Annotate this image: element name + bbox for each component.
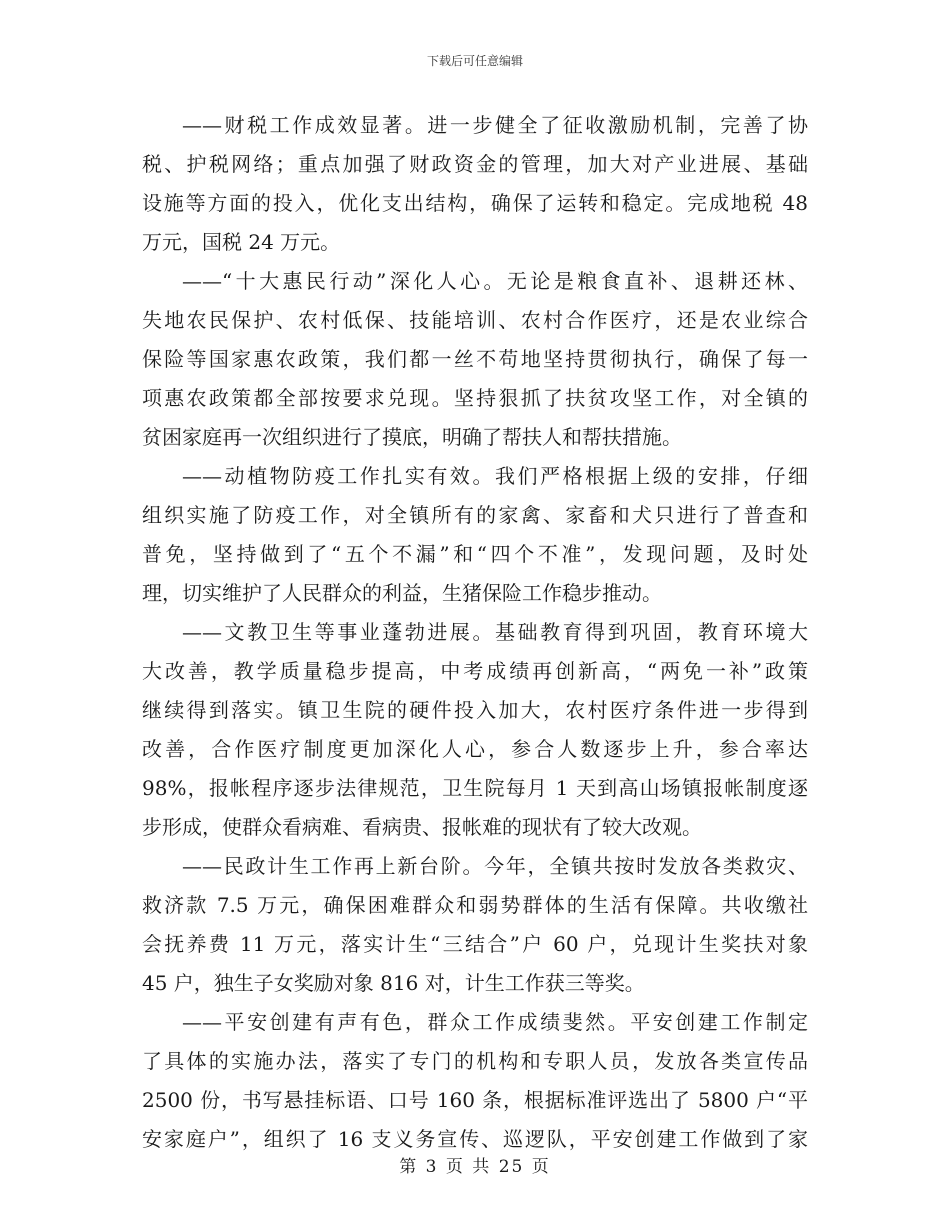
paragraph-line: 大改善，教学质量稳步提高，中考成绩再创新高，“两免一补”政策: [142, 659, 808, 683]
paragraph-education-health: [142, 613, 808, 847]
paragraph-finance-tax: [142, 106, 808, 262]
paragraph-line: ——文教卫生等事业蓬勃进展。基础教育得到巩固，教育环境大: [182, 620, 808, 644]
paragraph-line: 失地农民保护、农村低保、技能培训、农村合作医疗，还是农业综合: [142, 308, 808, 332]
paragraph-line: 98%，报帐程序逐步法律规范，卫生院每月 1 天到高山场镇报帐制度逐: [142, 776, 808, 800]
paragraph-line: 组织实施了防疫工作，对全镇所有的家禽、家畜和犬只进行了普查和: [142, 503, 808, 527]
paragraph-line: 改善，合作医疗制度更加深化人心，参合人数逐步上升，参合率达: [142, 737, 808, 761]
paragraph-line: ——“十大惠民行动”深化人心。无论是粮食直补、退耕还林、: [182, 269, 808, 293]
paragraph-line: 继续得到落实。镇卫生院的硬件投入加大，农村医疗条件进一步得到: [142, 698, 808, 722]
paragraph-line: 万元，国税 24 万元。: [142, 230, 341, 254]
paragraph-line: ——平安创建有声有色，群众工作成绩斐然。平安创建工作制定: [182, 1010, 808, 1034]
page-header-note: 下载后可任意编辑: [426, 54, 523, 68]
paragraph-line: 安家庭户”，组织了 16 支义务宣传、巡逻队，平安创建工作做到了家: [142, 1127, 808, 1151]
paragraph-line: 普免，坚持做到了“五个不漏”和“四个不准”，发现问题，及时处: [142, 542, 808, 566]
paragraph-line: 保险等国家惠农政策，我们都一丝不苟地坚持贯彻执行，确保了每一: [142, 347, 808, 371]
paragraph-line: 45 户，独生子女奖励对象 816 对，计生工作获三等奖。: [142, 971, 645, 995]
paragraph-line: 步形成，使群众看病难、看病贵、报帐难的现状有了较大改观。: [142, 815, 702, 839]
paragraph-line: 贫困家庭再一次组织进行了摸底，明确了帮扶人和帮扶措施。: [142, 425, 682, 449]
document-body: [142, 106, 808, 1159]
paragraph-line: ——民政计生工作再上新台阶。今年，全镇共按时发放各类救灾、: [182, 854, 808, 878]
paragraph-line: ——动植物防疫工作扎实有效。我们严格根据上级的安排，仔细: [182, 464, 808, 488]
paragraph-line: 项惠农政策都全部按要求兑现。坚持狠抓了扶贫攻坚工作，对全镇的: [142, 386, 808, 410]
paragraph-epidemic-prevention: [142, 457, 808, 613]
page-number: 第 3 页 共 25 页: [399, 1157, 551, 1177]
paragraph-line: 会抚养费 11 万元，落实计生“三结合”户 60 户，兑现计生奖扶对象: [142, 932, 808, 956]
paragraph-line: 理，切实维护了人民群众的利益，生猪保险工作稳步推动。: [142, 581, 662, 605]
paragraph-line: 税、护税网络；重点加强了财政资金的管理，加大对产业进展、基础: [142, 152, 808, 176]
paragraph-benefit-actions: [142, 262, 808, 457]
paragraph-line: ——财税工作成效显著。进一步健全了征收激励机制，完善了协: [182, 113, 808, 137]
paragraph-civil-affairs: [142, 847, 808, 1003]
paragraph-line: 2500 份，书写悬挂标语、口号 160 条，根据标准评选出了 5800 户“平: [142, 1088, 808, 1112]
paragraph-line: 设施等方面的投入，优化支出结构，确保了运转和稳定。完成地税 48: [142, 191, 808, 215]
paragraph-line: 救济款 7.5 万元，确保困难群众和弱势群体的生活有保障。共收缴社: [142, 893, 808, 917]
paragraph-line: 了具体的实施办法，落实了专门的机构和专职人员，发放各类宣传品: [142, 1049, 808, 1073]
paragraph-safety-creation: [142, 1003, 808, 1159]
